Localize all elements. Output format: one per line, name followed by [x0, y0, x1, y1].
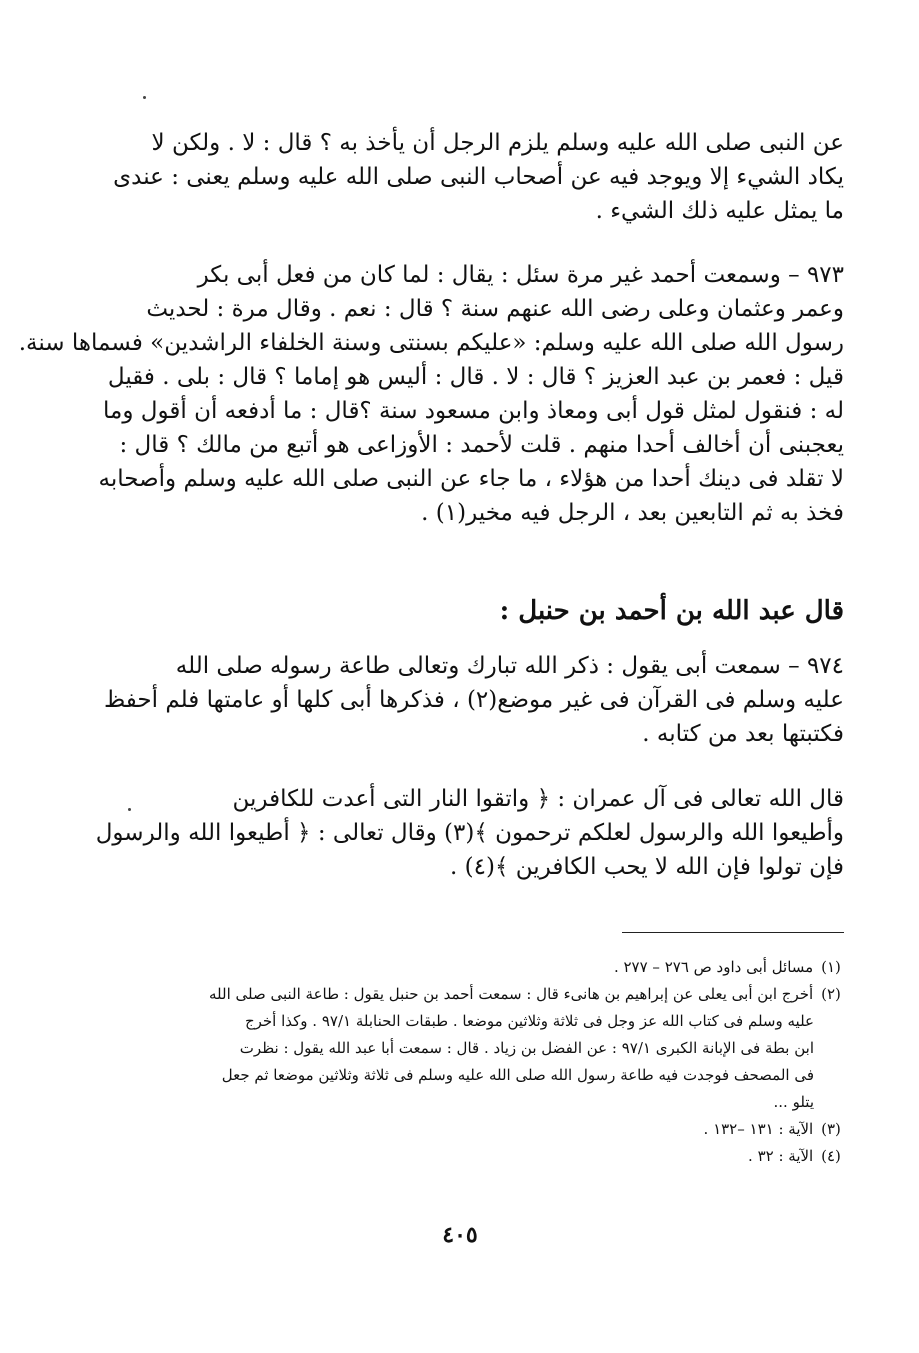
footnote-text: أخرج ابن أبى يعلى عن إبراهيم بن هانىء قال : سمعت أحمد بن حنبل يقول : طاعة النبى صلى الله [208, 985, 814, 1003]
text-line: فكتبتها بعد من كتابه . [642, 721, 844, 747]
text-line: عن النبى صلى الله عليه وسلم يلزم الرجل أن يأخذ به ؟ قال : لا . ولكن لا [151, 130, 844, 156]
text-line: فخذ به ثم التابعين بعد ، الرجل فيه مخير(١) . [421, 500, 844, 526]
footnote-number: (١) [821, 958, 841, 976]
footnote-text: ابن بطة فى الإبانة الكبرى ٩٧/١ : عن الفضل بن زياد . قال : سمعت أبا عبد الله يقول : نظرت [239, 1039, 814, 1057]
page-number: ٤٠٥ [442, 1222, 478, 1248]
footnote-text: مسائل أبى داود ص ٢٧٦ – ٢٧٧ . [613, 958, 814, 976]
paragraph-verses [95, 782, 844, 884]
footnote-text: فى المصحف فوجدت فيه طاعة رسول الله صلى الله عليه وسلم فى ثلاثة وثلاثين موضعا ثم جعل [221, 1066, 814, 1084]
footnote-2 [138, 981, 844, 1008]
scan-speck [143, 96, 146, 99]
text-line: قيل : فعمر بن عبد العزيز ؟ قال : لا . قال : أليس هو إماما ؟ قال : بلى . فقيل [107, 364, 844, 390]
footnote-1 [138, 954, 844, 981]
paragraph-974 [103, 649, 844, 751]
paragraph-continuation [113, 126, 844, 228]
text-line: فإن تولوا فإن الله لا يحب الكافرين ﴾(٤) . [450, 854, 844, 880]
paragraph-973 [18, 258, 844, 530]
text-line: يكاد الشيء إلا ويوجد فيه عن أصحاب النبى صلى الله عليه وسلم يعنى : عندى [113, 164, 844, 190]
text-line: له : فنقول لمثل قول أبى ومعاذ وابن مسعود سنة ؟قال : ما أدفعه أن أقول وما [103, 398, 844, 424]
footnotes [138, 954, 844, 1170]
text-line: وأطيعوا الله والرسول لعلكم ترحمون ﴾(٣) وقال تعالى : ﴿ أطيعوا الله والرسول [95, 820, 844, 846]
text-line: ٩٧٤ – سمعت أبى يقول : ذكر الله تبارك وتعالى طاعة رسوله صلى الله [175, 653, 844, 679]
section-heading [138, 591, 844, 631]
text-line: ما يمثل عليه ذلك الشيء . [595, 198, 844, 224]
footnote-3 [138, 1116, 844, 1143]
footnote-text: الآية : ٣٢ . [748, 1147, 814, 1165]
footnote-number: (٢) [821, 985, 841, 1003]
text-line: وعمر وعثمان وعلى رضى الله عنهم سنة ؟ قال : نعم . وقال مرة : لحديث [146, 296, 844, 322]
text-line: عليه وسلم فى القرآن فى غير موضع(٢) ، فذكرها أبى كلها أو عامتها فلم أحفظ [103, 687, 844, 713]
footnote-number: (٣) [821, 1120, 841, 1138]
footnote-number: (٤) [821, 1147, 841, 1165]
text-line: ٩٧٣ – وسمعت أحمد غير مرة سئل : يقال : لما كان من فعل أبى بكر [197, 262, 844, 288]
scan-speck [128, 808, 131, 811]
text-line: رسول الله صلى الله عليه وسلم: «عليكم بسنتى وسنة الخلفاء الراشدين» فسماها سنة. [18, 330, 844, 356]
footnote-separator [622, 932, 844, 933]
section-title: قال عبد الله بن أحمد بن حنبل : [499, 596, 844, 626]
text-line: قال الله تعالى فى آل عمران : ﴿ واتقوا النار التى أعدت للكافرين [232, 786, 844, 812]
footnote-text: يتلو ... [773, 1093, 814, 1111]
text-line: لا تقلد فى دينك أحدا من هؤلاء ، ما جاء عن النبى صلى الله عليه وسلم وأصحابه [98, 466, 844, 492]
text-line: يعجبنى أن أخالف أحدا منهم . قلت لأحمد : الأوزاعى هو أتبع من مالك ؟ قال : [119, 432, 844, 458]
footnote-text: الآية : ١٣١ –١٣٢ . [703, 1120, 814, 1138]
footnote-4 [138, 1143, 844, 1170]
footnote-text: عليه وسلم فى كتاب الله عز وجل فى ثلاثة وثلاثين موضعا . طبقات الحنابلة ٩٧/١ . وكذا أخرج [244, 1012, 814, 1030]
